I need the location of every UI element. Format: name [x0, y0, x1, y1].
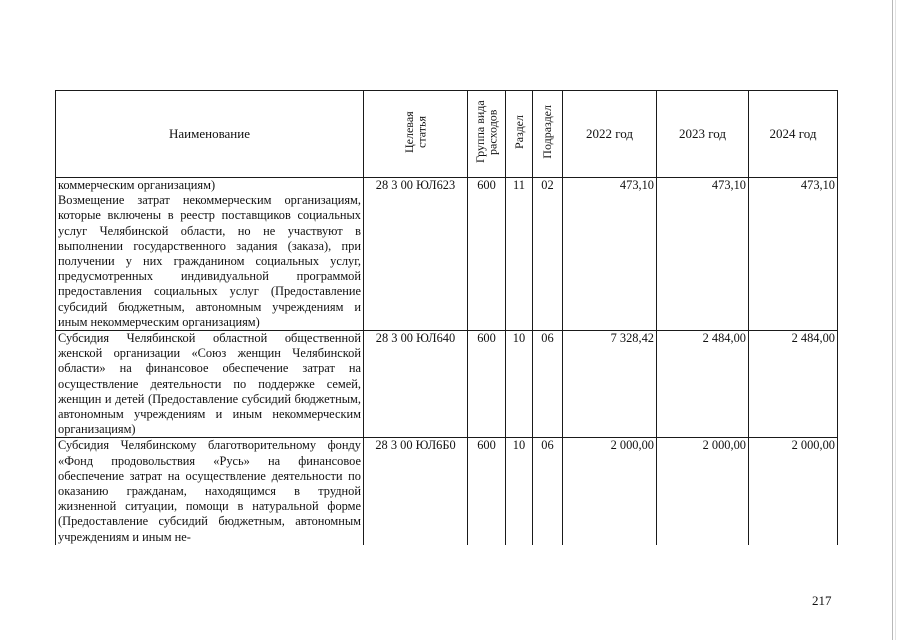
- header-target-article-label: Целевая статья: [401, 111, 428, 153]
- table-row: [56, 331, 838, 438]
- row-section: 10: [506, 331, 533, 438]
- row-subsection: 06: [533, 438, 563, 545]
- header-2023: 2023 год: [657, 91, 749, 178]
- row-name-cell: [56, 438, 364, 545]
- header-name: Наименование: [56, 91, 364, 178]
- page-edge-line-shadow: [895, 0, 896, 640]
- row-expense-group: 600: [468, 331, 506, 438]
- row-value-2024: 2 000,00: [749, 438, 838, 545]
- row-value-2023: 473,10: [657, 178, 749, 331]
- header-subsection: [533, 91, 563, 178]
- row-value-2022: 473,10: [563, 178, 657, 331]
- table-row: [56, 438, 838, 545]
- header-2024: 2024 год: [749, 91, 838, 178]
- row-name-cell: [56, 178, 364, 331]
- page-edge-line: [892, 0, 893, 640]
- header-section: [506, 91, 533, 178]
- row-expense-group: 600: [468, 178, 506, 331]
- row-value-2024: 473,10: [749, 178, 838, 331]
- table-header-row: [56, 91, 838, 178]
- row-section: 10: [506, 438, 533, 545]
- row-target-article: 28 3 00 ЮЛ640: [364, 331, 468, 438]
- row-name-line: коммерческим организациям): [58, 178, 216, 192]
- row-value-2022: 7 328,42: [563, 331, 657, 438]
- header-section-label: Раздел: [511, 114, 526, 149]
- row-target-article: 28 3 00 ЮЛ6Б0: [364, 438, 468, 545]
- header-2022: 2022 год: [563, 91, 657, 178]
- row-value-2023: 2 484,00: [657, 331, 749, 438]
- row-value-2022: 2 000,00: [563, 438, 657, 545]
- header-expense-group-label: Группа вида расходов: [472, 100, 499, 164]
- row-subsection: 06: [533, 331, 563, 438]
- header-expense-group: [468, 91, 506, 178]
- row-name-line: Субсидия Челябинской областной общественной женской организации «Союз женщин Челябинской области» на финансовое обеспечение затрат на осуществление деятельности по поддержке семей, женщин и детей (Предоставление субсидий бюджетным, автономным учреждениям и иным некоммерческим организациям): [58, 331, 361, 437]
- header-target-article: [364, 91, 468, 178]
- row-subsection: 02: [533, 178, 563, 331]
- row-name-line: Возмещение затрат некоммерческим организациям, которые включены в реестр поставщиков социальных услуг Челябинской области, но не участвуют в выполнении государственного задания (заказа), при получении у них гражданином социальных услуг, предусмотренных индивидуальной программой предоставления социальных услуг (Предоставление субсидий бюджетным, автономным учреждениям и иным некоммерческим организациям): [58, 193, 361, 329]
- row-target-article: 28 3 00 ЮЛ623: [364, 178, 468, 331]
- page-number: 217: [812, 593, 832, 608]
- row-expense-group: 600: [468, 438, 506, 545]
- row-value-2024: 2 484,00: [749, 331, 838, 438]
- row-name-line: Субсидия Челябинскому благотворительному фонду «Фонд продовольствия «Русь» на финансовое обеспечение затрат на осуществление деятельности по оказанию гражданам, находящимся в трудной жизненной ситуации, помощи в натуральной форме (Предоставление субсидий бюджетным, автономным учреждениям и иным не-: [58, 438, 361, 544]
- row-section: 11: [506, 178, 533, 331]
- table-row: [56, 178, 838, 331]
- budget-table: [55, 90, 838, 545]
- row-value-2023: 2 000,00: [657, 438, 749, 545]
- row-name-cell: [56, 331, 364, 438]
- header-subsection-label: Подраздел: [540, 105, 555, 159]
